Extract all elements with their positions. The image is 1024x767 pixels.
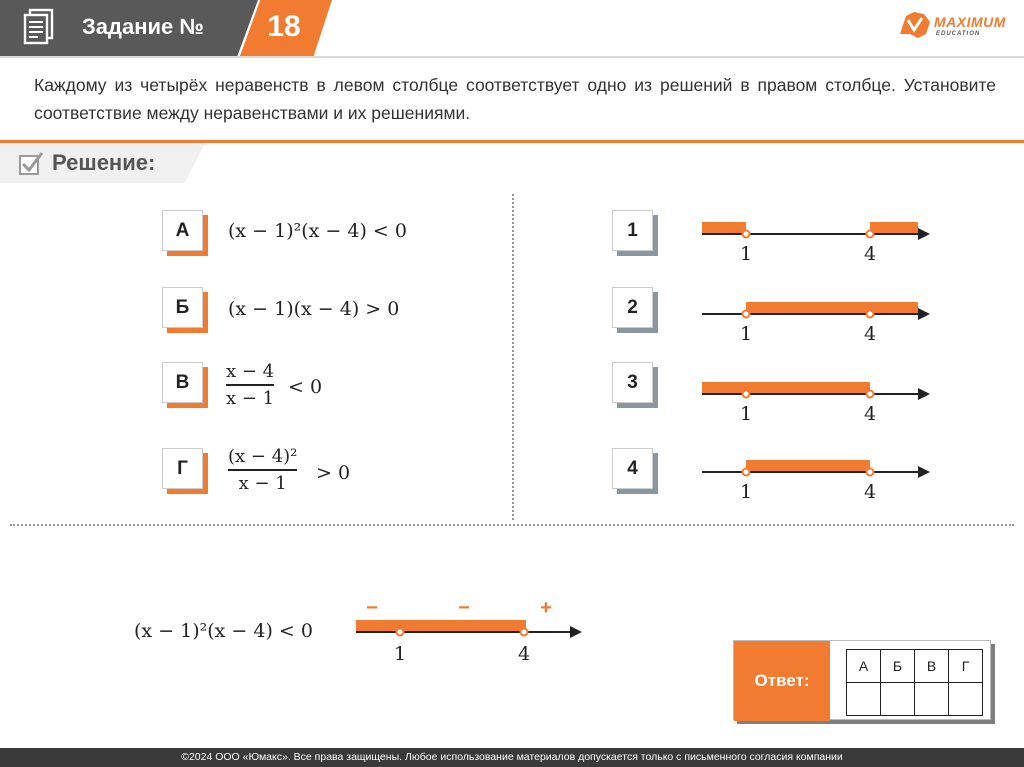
answer-table [846,649,983,716]
inequality-v-relation: < 0 [288,376,323,398]
tick-label-4: 4 [863,481,877,503]
header-divider [0,56,1024,58]
inequality-label-a: А [162,210,208,256]
worked-inequality: (x − 1)²(x − 4) < 0 [134,620,313,642]
number-line-4 [696,450,936,506]
solution-3-interval [702,382,870,394]
inequality-v-numerator: x − 4 [226,361,275,382]
open-point-1 [743,231,750,238]
inequality-g-numerator: (x − 4)² [228,446,298,467]
solution-label-2: 2 [612,287,658,333]
solution-1-interval-right [870,222,918,234]
open-point-1 [743,311,750,318]
tick-label-4: 4 [863,323,877,345]
tick-label-4: 4 [517,643,531,665]
inequality-a: (x − 1)²(x − 4) < 0 [228,220,407,242]
inequality-g-fraction [228,446,297,494]
solution-label-1: 1 [612,210,658,256]
answer-header: Б [881,650,915,683]
section-divider [10,524,1014,526]
open-point-4 [867,311,874,318]
answer-header: Г [949,650,983,683]
arrow-icon [918,228,930,240]
tick-label-1: 1 [393,643,407,665]
column-divider [512,194,514,520]
task-title: Задание № [82,14,204,39]
open-point-1 [743,469,750,476]
answer-cell[interactable] [847,683,881,716]
inequality-g-denominator: x − 1 [238,472,287,494]
open-point-1 [743,391,750,398]
footer-copyright: ©2024 ООО «Юмакс». Все права защищены. Любое использование материалов допускается только с письменного согласия компании [0,748,1024,767]
worked-interval [356,620,526,632]
answer-cell[interactable] [949,683,983,716]
arrow-icon [570,626,582,638]
inequality-b: (x − 1)(x − 4) > 0 [228,298,400,320]
inequality-v-denominator: x − 1 [226,387,275,409]
inequality-v-fraction [226,361,274,409]
inequality-label-g: Г [162,448,208,494]
arrow-icon [918,466,930,478]
arrow-icon [918,308,930,320]
header [0,0,1024,62]
task-number: 18 [267,10,301,43]
logo-subtitle: EDUCATION [936,31,981,37]
number-line-3 [696,372,936,428]
number-line-1 [696,212,936,268]
solution-label-3: 3 [612,362,658,408]
answer-panel [733,640,995,724]
task-rule [0,140,1024,143]
tick-label-4: 4 [863,243,877,265]
arrow-icon [918,388,930,400]
answer-header: А [847,650,881,683]
open-point-4 [867,391,874,398]
solution-label-4: 4 [612,448,658,494]
document-icon [22,8,56,46]
task-statement: Каждому из четырёх неравенств в левом столбце соответствует одно из решений в правом столбце. Установите соответствие между неравенствами и их решениями. [34,75,996,123]
solution-4-interval [746,460,870,472]
answer-cell[interactable] [915,683,949,716]
open-point-4 [521,629,528,636]
inequality-g-relation: > 0 [316,462,351,484]
open-point-4 [867,231,874,238]
sign-label: − [366,597,378,619]
open-point-1 [397,629,404,636]
solution-heading: Решение: [52,150,156,175]
tick-label-1: 1 [739,403,753,425]
inequality-label-b: Б [162,287,208,333]
open-point-4 [867,469,874,476]
logo-name: MAXIMUM [934,14,1006,30]
tick-label-1: 1 [739,481,753,503]
tick-label-4: 4 [863,403,877,425]
sign-label: − [458,597,470,619]
sign-label: + [540,597,552,619]
worked-number-line [352,596,592,666]
checkbox-check-icon [18,150,44,176]
number-line-2 [696,292,936,348]
answer-label: Ответ: [734,641,830,721]
solution-1-interval-left [702,222,746,234]
answer-header: В [915,650,949,683]
tick-label-1: 1 [739,243,753,265]
tick-label-1: 1 [739,323,753,345]
solution-2-interval [746,302,918,314]
answer-cell[interactable] [881,683,915,716]
inequality-label-v: В [162,362,208,408]
